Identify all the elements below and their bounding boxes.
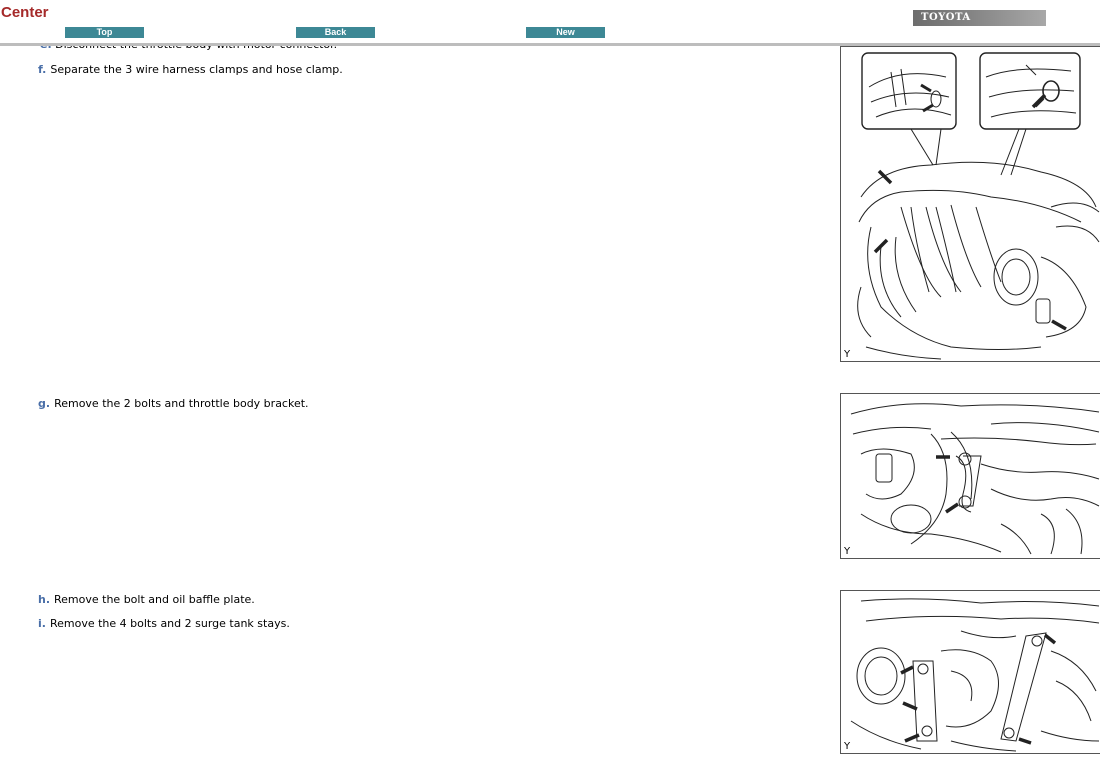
step-f-text: Separate the 3 wire harness clamps and hose clamp. (50, 63, 343, 76)
step-i-text: Remove the 4 bolts and 2 surge tank stays. (49, 617, 290, 630)
engine-illustration-i (841, 591, 1100, 754)
figure-surge-tank-stays (840, 590, 1100, 754)
figure-wire-harness-clamps (840, 46, 1100, 362)
figure-i-code: Y (844, 741, 851, 752)
step-h (38, 593, 255, 606)
header-divider (0, 43, 1100, 46)
step-f-letter: f. (38, 63, 47, 76)
step-f (38, 63, 343, 76)
new-button[interactable]: New (526, 27, 605, 38)
back-button[interactable]: Back (296, 27, 375, 38)
step-g (38, 397, 309, 410)
step-i-letter: i. (38, 617, 46, 630)
engine-illustration-f (841, 47, 1100, 362)
figure-throttle-body-bracket (840, 393, 1100, 559)
engine-illustration-g (841, 394, 1100, 559)
figure-g-code: Y (844, 546, 851, 557)
step-h-text: Remove the bolt and oil baffle plate. (54, 593, 255, 606)
step-g-text: Remove the 2 bolts and throttle body bracket. (54, 397, 309, 410)
step-g-letter: g. (38, 397, 51, 410)
page-header (0, 0, 1100, 46)
toyota-logo: TOYOTA (913, 10, 1046, 26)
step-i (38, 617, 290, 630)
step-h-letter: h. (38, 593, 51, 606)
page-title: Center (1, 4, 49, 21)
figure-f-code: Y (844, 349, 851, 360)
top-button[interactable]: Top (65, 27, 144, 38)
